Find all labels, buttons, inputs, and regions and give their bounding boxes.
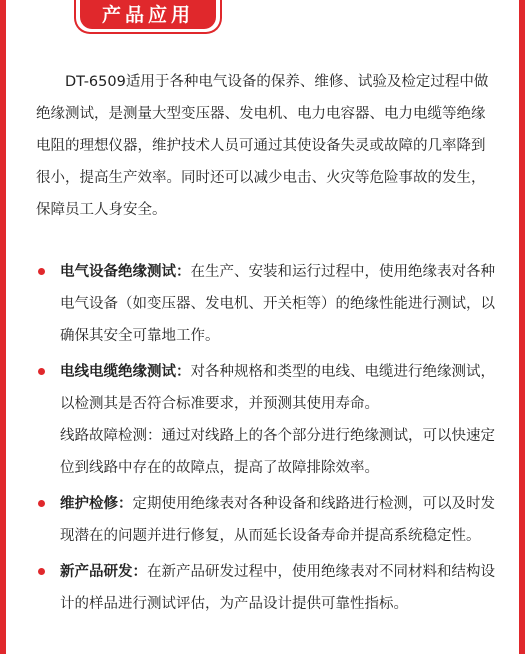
list-item (36, 556, 504, 620)
item-title: 新产品研发： (60, 564, 147, 580)
intro-paragraph: DT-6509适用于各种电气设备的保养、维修、试验及检定过程中做绝缘测试，是测量大型变压器、发电机、电力电容器、电力电缆等绝缘电阻的理想仪器，维护技术人员可通过其使设备失灵或故障的几率降到很小，提高生产效率。同时还可以减少电击、火灾等危险事故的发生，保障员工人身安全。 (36, 74, 489, 218)
bullet-dot-icon (38, 268, 45, 275)
item-subtext: 线路故障检测：通过对线路上的各个部分进行绝缘测试，可以快速定位到线路中存在的故障点，提高了故障排除效率。 (60, 428, 495, 476)
banner-fill (80, 0, 216, 29)
item-title: 电气设备绝缘测试： (60, 264, 191, 280)
item-title: 维护检修： (60, 496, 133, 512)
item-text: 对各种规格和类型的电线、电缆进行绝缘测试，以检测其是否符合标准要求，并预测其使用寿命。 (60, 364, 495, 412)
item-title: 电线电缆绝缘测试： (60, 364, 191, 380)
list-item (36, 356, 504, 484)
item-text: 定期使用绝缘表对各种设备和线路进行检测，可以及时发现潜在的问题并进行修复，从而延长设备寿命并提高系统稳定性。 (60, 496, 495, 544)
list-item (36, 256, 504, 352)
item-text: 在新产品研发过程中，使用绝缘表对不同材料和结构设计的样品进行测试评估，为产品设计提供可靠性指标。 (60, 564, 495, 612)
item-text: 在生产、安装和运行过程中，使用绝缘表对各种电气设备（如变压器、发电机、开关柜等）的绝缘性能进行测试，以确保其安全可靠地工作。 (60, 264, 495, 344)
application-list (36, 256, 504, 624)
bullet-dot-icon (38, 368, 45, 375)
section-title: 产品应用 (101, 4, 194, 26)
bullet-dot-icon (38, 500, 45, 507)
bullet-dot-icon (38, 568, 45, 575)
list-item (36, 488, 504, 552)
section-banner (74, 0, 222, 34)
